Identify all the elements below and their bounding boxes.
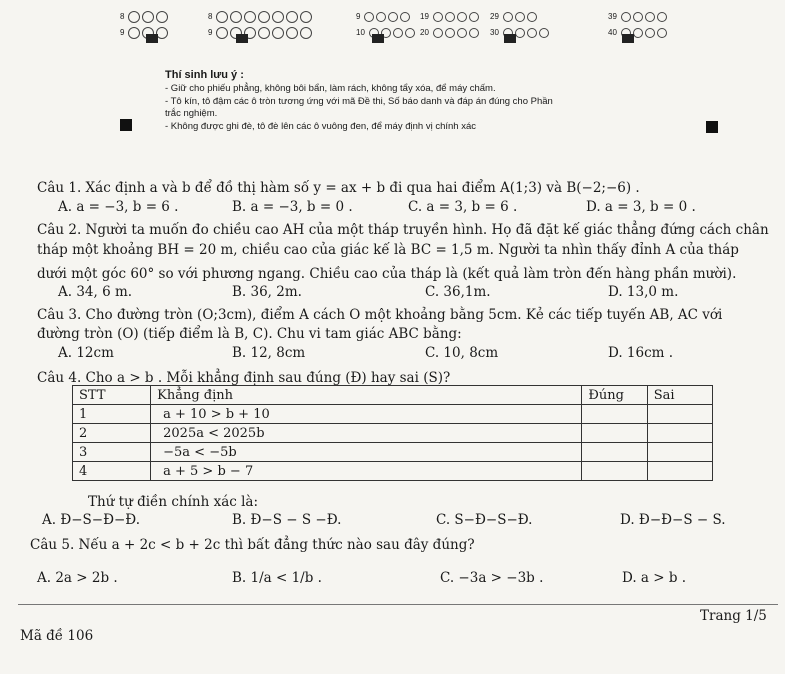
answer-bubble[interactable] [286,11,298,23]
question-5-text: Câu 5. Nếu a + 2c < b + 2c thì bất đẳng thức nào sau đây đúng? [30,537,475,553]
bubble-label: 19 [420,12,429,21]
bubble-label: 29 [490,12,499,21]
q4-option-b: B. Đ−S − S −Đ. [232,512,342,528]
instruction-line: - Không được ghi đè, tô đè lên các ô vuông đen, để máy định vị chính xác [165,121,476,132]
answer-bubble[interactable] [469,12,479,22]
question-3-line: đường tròn (O) (tiếp điểm là B, C). Chu vi tam giác ABC bằng: [37,326,462,342]
bubble-group [490,22,551,41]
bubble-label: 9 [208,28,213,37]
answer-bubble[interactable] [216,11,228,23]
answer-bubble[interactable] [156,27,168,39]
marker-square [146,34,158,43]
answer-bubble[interactable] [445,12,455,22]
answer-bubble[interactable] [457,12,467,22]
marker-square [622,34,634,43]
instruction-line: - Giữ cho phiếu phẳng, không bôi bẩn, làm rách, không tẩy xóa, để máy chấm. [165,83,496,94]
q1-option-d: D. a = 3, b = 0 . [586,199,696,215]
answer-bubble[interactable] [156,11,168,23]
answer-bubble[interactable] [272,11,284,23]
answer-bubble[interactable] [376,12,386,22]
q2-option-b: B. 36, 2m. [232,284,302,300]
q5-option-d: D. a > b . [622,570,687,586]
answer-bubble[interactable] [469,28,479,38]
answer-bubble[interactable] [300,27,312,39]
table-cell [582,443,647,462]
table-cell [582,405,647,424]
table-row [73,462,713,481]
marker-square [706,121,718,133]
answer-bubble[interactable] [633,28,643,38]
q1-option-b: B. a = −3, b = 0 . [232,199,353,215]
q1-option-c: C. a = 3, b = 6 . [408,199,518,215]
answer-bubble[interactable] [405,28,415,38]
bubble-group [356,22,417,41]
question-3-line: Câu 3. Cho đường tròn (O;3cm), điểm A cách O một khoảng bằng 5cm. Kẻ các tiếp tuyến AB, AC với [37,307,723,323]
answer-bubble[interactable] [128,11,140,23]
answer-bubble[interactable] [300,11,312,23]
marker-square [236,34,248,43]
instruction-line: trắc nghiệm. [165,108,218,119]
answer-bubble[interactable] [657,12,667,22]
table-cell: 2025a < 2025b [151,424,582,443]
answer-bubble[interactable] [645,28,655,38]
table-header-row [73,386,713,405]
table-header: Sai [647,386,712,405]
bubble-group [208,22,314,41]
q5-option-a: A. 2a > 2b . [37,570,118,586]
answer-bubble[interactable] [364,12,374,22]
table-cell: 3 [73,443,151,462]
table-cell: a + 10 > b + 10 [151,405,582,424]
table-cell: a + 5 > b − 7 [151,462,582,481]
marker-square [120,119,132,131]
q2-option-c: C. 36,1m. [425,284,491,300]
answer-bubble[interactable] [258,11,270,23]
bubble-label: 8 [120,12,125,21]
answer-bubble[interactable] [527,28,537,38]
bubble-group [420,22,481,41]
answer-bubble[interactable] [433,28,443,38]
q5-option-b: B. 1/a < 1/b . [232,570,322,586]
table-cell: 4 [73,462,151,481]
answer-bubble[interactable] [258,27,270,39]
bubble-label: 20 [420,28,429,37]
table-cell [647,424,712,443]
answer-bubble[interactable] [400,12,410,22]
answer-bubble[interactable] [286,27,298,39]
q4-option-a: A. Đ−S−Đ−Đ. [42,512,141,528]
q3-option-d: D. 16cm . [608,345,674,361]
q2-option-a: A. 34, 6 m. [58,284,133,300]
question-2-line: dưới một góc 60° so với phương ngang. Chiều cao của tháp là (kết quả làm tròn đến hàng phần mười). [37,266,737,282]
table-row [73,424,713,443]
answer-bubble[interactable] [445,28,455,38]
table-row [73,405,713,424]
page-number: Trang 1/5 [700,608,767,624]
table-cell: −5a < −5b [151,443,582,462]
answer-bubble[interactable] [272,27,284,39]
question-1-text: Câu 1. Xác định a và b để đồ thị hàm số y = ax + b đi qua hai điểm A(1;3) và B(−2;−6) . [37,180,640,196]
table-header: Khẳng định [151,386,582,405]
table-cell [647,405,712,424]
answer-bubble[interactable] [457,28,467,38]
table-header: Đúng [582,386,647,405]
marker-square [372,34,384,43]
q4-option-c: C. S−Đ−S−Đ. [436,512,533,528]
footer-divider [18,604,778,605]
q4-order-label: Thứ tự điền chính xác là: [88,494,259,510]
bubble-label: 39 [608,12,617,21]
answer-bubble[interactable] [244,11,256,23]
answer-bubble[interactable] [393,28,403,38]
bubble-label: 30 [490,28,499,37]
answer-bubble[interactable] [621,12,631,22]
table-row [73,443,713,462]
q1-option-a: A. a = −3, b = 6 . [58,199,179,215]
q5-option-c: C. −3a > −3b . [440,570,544,586]
answer-bubble[interactable] [433,12,443,22]
question-2-line: Câu 2. Người ta muốn đo chiều cao AH của một tháp truyền hình. Họ đã đặt kế giác thẳng đứng cách chân [37,222,769,238]
bubble-label: 9 [356,12,361,21]
answer-bubble[interactable] [216,27,228,39]
answer-bubble[interactable] [142,11,154,23]
answer-bubble[interactable] [515,12,525,22]
table-cell [647,443,712,462]
q4-table [72,385,713,481]
bubble-label: 8 [208,12,213,21]
instructions-title: Thí sinh lưu ý : [165,69,244,81]
q4-option-d: D. Đ−Đ−S − S. [620,512,726,528]
answer-bubble[interactable] [645,12,655,22]
answer-bubble[interactable] [230,11,242,23]
table-cell [647,462,712,481]
answer-bubble[interactable] [539,28,549,38]
answer-bubble[interactable] [657,28,667,38]
answer-bubble[interactable] [128,27,140,39]
q3-option-c: C. 10, 8cm [425,345,499,361]
table-cell: 2 [73,424,151,443]
table-cell [582,424,647,443]
marker-square [504,34,516,43]
bubble-label: 9 [120,28,125,37]
q3-option-a: A. 12cm [58,345,114,361]
answer-bubble[interactable] [633,12,643,22]
table-header: STT [73,386,151,405]
exam-code: Mã đề 106 [20,628,94,644]
answer-bubble[interactable] [388,12,398,22]
table-cell: 1 [73,405,151,424]
answer-bubble[interactable] [503,12,513,22]
question-2-line: tháp một khoảng BH = 20 m, chiều cao của giác kế là BC = 1,5 m. Người ta nhìn thấy đỉnh A của tháp [37,242,739,258]
bubble-group [608,22,669,41]
q3-option-b: B. 12, 8cm [232,345,306,361]
bubble-label: 10 [356,28,365,37]
q2-option-d: D. 13,0 m. [608,284,679,300]
answer-bubble[interactable] [515,28,525,38]
instruction-line: - Tô kín, tô đậm các ô tròn tương ứng với mã Đề thi, Số báo danh và đáp án đúng cho Phần [165,96,553,107]
answer-bubble[interactable] [527,12,537,22]
table-cell [582,462,647,481]
bubble-label: 40 [608,28,617,37]
question-4-text: Câu 4. Cho a > b . Mỗi khẳng định sau đúng (Đ) hay sai (S)? [37,370,451,386]
